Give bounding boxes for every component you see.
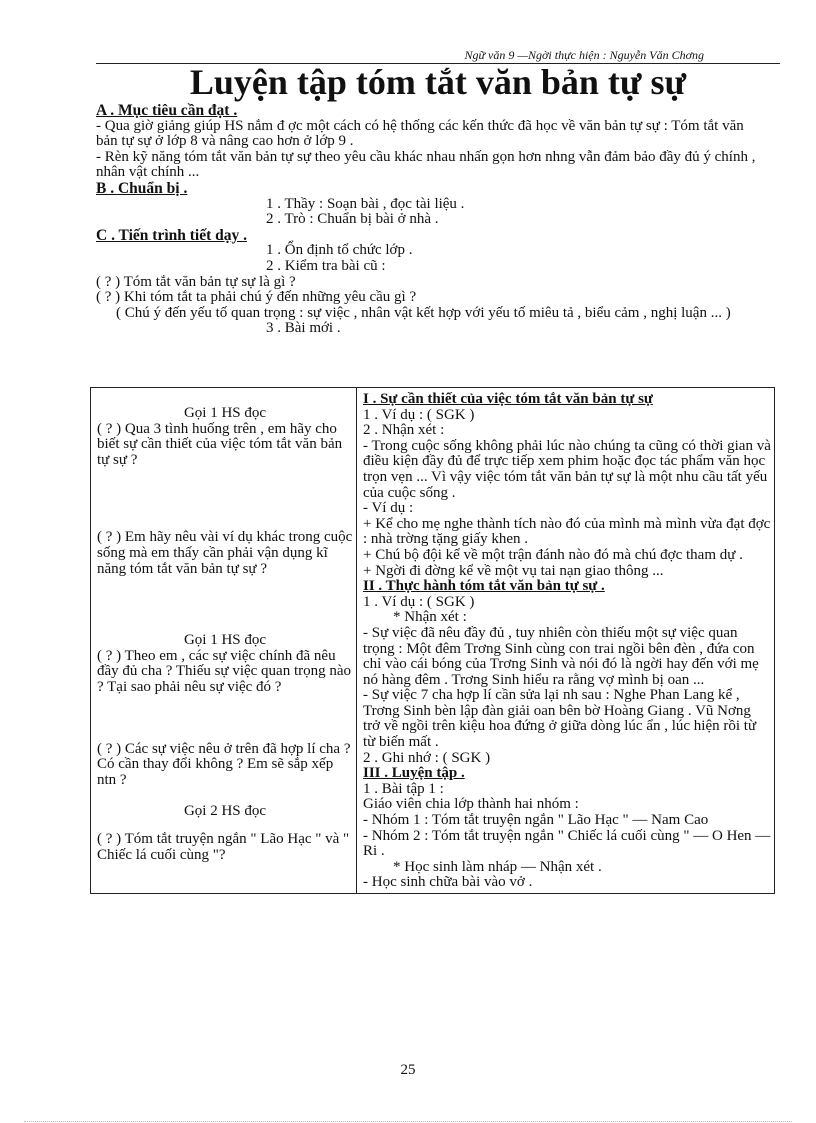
teacher-question: ( ? ) Qua 3 tình huống trên , em hãy cho biết sự cần thiết của việc tóm tắt văn bản tự sự ? (97, 420, 343, 468)
lesson-intro (96, 103, 764, 337)
teacher-activities-column (91, 388, 357, 894)
content-heading: III . Luyện tập . (363, 765, 465, 782)
section-b-heading: B . Chuẩn bị . (96, 179, 188, 197)
content-line: - Nhóm 2 : Tóm tắt truyện ngắn " Chiếc lá cuối cùng " — O Hen — Ri . (363, 827, 771, 860)
content-line: 2 . Ghi nhớ : ( SGK ) (363, 749, 491, 766)
content-heading: I . Sự cần thiết của việc tóm tắt văn bản tự sự (363, 391, 653, 407)
read-instruction: Gọi 2 HS đọc (183, 803, 267, 820)
new-lesson-label: 3 . Bài mới . (266, 320, 341, 337)
teacher-question: ( ? ) Tóm tắt truyện ngắn " Lão Hạc " và " Chiếc lá cuối cùng "? (97, 830, 350, 863)
section-a-line: - Qua giờ giảng giúp HS nắm đ ợc một cách có hệ thống các kến thức đã học về văn bản tự sự : Tóm tắt văn bản tự sự ở lớp 8 và nâng cao hơn ở lớp 9 . (96, 117, 744, 150)
content-line: - Sự việc 7 cha hợp lí cần sửa lại nh sau : Nghe Phan Lang kể , Trơng Sinh bèn lập đàn giải oan bên bờ Hoàng Giang . Vũ Nơng trở về ngồi trên kiệu hoa đứng ở giữa dòng lúc ẩn , lúc hiện rồi từ từ biến mất . (363, 687, 757, 751)
review-question: ( ? ) Tóm tắt văn bản tự sự là gì ? (96, 273, 296, 290)
page-bottom-rule (24, 1121, 792, 1122)
content-heading: II . Thực hành tóm tắt văn bản tự sự . (363, 578, 605, 595)
content-line: - Trong cuộc sống không phải lúc nào chúng ta cũng có thời gian và điều kiện đầy đủ để trực tiếp xem phim hoặc đọc tác phẩm văn học trọn vẹn ... Vì vậy việc tóm tắt văn bản tự sự là một nhu cầu tất yếu của cuộc sống . (363, 437, 771, 501)
content-line: + Ngời đi đờng kể về một vụ tai nạn giao thông ... (363, 562, 664, 579)
read-instruction: Gọi 1 HS đọc (183, 632, 267, 649)
read-instruction: Gọi 1 HS đọc (183, 405, 267, 421)
page-number: 25 (400, 1062, 416, 1078)
lesson-table (90, 387, 775, 894)
section-c-heading: C . Tiến trình tiết dạy . (96, 226, 247, 244)
section-b-line: 1 . Thầy : Soạn bài , đọc tài liệu . (266, 195, 465, 212)
content-line: - Nhóm 1 : Tóm tắt truyện ngắn " Lão Hạc " — Nam Cao (363, 812, 709, 829)
section-c-step: 2 . Kiểm tra bài cũ : (266, 257, 386, 274)
review-question: ( ? ) Khi tóm tắt ta phải chú ý đến những yêu cầu gì ? (96, 289, 417, 306)
section-a-heading: A . Mục tiêu cần đạt . (96, 102, 238, 119)
content-line: * Học sinh làm nháp — Nhận xét . (393, 858, 602, 875)
teacher-question: ( ? ) Các sự việc nêu ở trên đã hợp lí cha ? Có cần thay đổi không ? Em sẽ sắp xếp ntn ? (97, 740, 351, 788)
content-line: Giáo viên chia lớp thành hai nhóm : (363, 796, 579, 813)
review-note: ( Chú ý đến yếu tố quan trọng : sự việc , nhân vật kết hợp với yếu tố miêu tả , biểu cảm , nghị luận ... ) (116, 304, 731, 321)
running-header: Ngữ văn 9 —Ngời thực hiện : Nguyễn Văn Chơng (96, 48, 780, 64)
content-line: 1 . Ví dụ : ( SGK ) (363, 593, 475, 610)
table-row (91, 388, 775, 894)
content-line: 2 . Nhận xét : (363, 422, 445, 439)
lesson-content-column (357, 388, 775, 894)
content-line: * Nhận xét : (393, 609, 467, 626)
content-line: 1 . Ví dụ : ( SGK ) (363, 406, 475, 423)
page-title: Luyện tập tóm tắt văn bản tự sự (189, 62, 687, 102)
teacher-question: ( ? ) Theo em , các sự việc chính đã nêu đầy đủ cha ? Thiếu sự việc quan trọng nào ? Tại sao phải nêu sự việc đó ? (97, 647, 352, 695)
content-line: 1 . Bài tập 1 : (363, 780, 444, 797)
section-a-line: - Rèn kỹ năng tóm tắt văn bản tự sự theo yêu cầu khác nhau nhấn gọn hơn nhng vẫn đảm bảo đầy đủ ý chính , nhân vật chính ... (96, 148, 756, 181)
content-line: + Kể cho mẹ nghe thành tích nào đó của mình mà mình vừa đạt đợc : nhà trờng tặng giấy khen . (363, 515, 771, 548)
teacher-question: ( ? ) Em hãy nêu vài ví dụ khác trong cuộc sống mà em thấy cần phải vận dụng kĩ năng tóm tắt văn bản tự sự ? (97, 529, 353, 577)
content-line: - Học sinh chữa bài vào vở . (363, 874, 533, 891)
content-line: + Chú bộ đội kể về một trận đánh nào đó mà chú đợc tham dự . (363, 546, 743, 563)
content-line: - Ví dụ : (363, 500, 414, 517)
section-b-line: 2 . Trò : Chuẩn bị bài ở nhà . (266, 211, 439, 228)
content-line: - Sự việc đã nêu đầy đủ , tuy nhiên còn thiếu một sự việc quan trọng : Một đêm Trơng Sinh cùng con trai ngồi bên đèn , đứa con chỉ vào cái bóng của Trơng Sinh và nói đó là ngời hay đến với mẹ nó hàng đêm . Trơng Sinh hiểu ra rằng vợ mình bị oan ... (363, 624, 759, 688)
section-c-step: 1 . Ổn định tổ chức lớp . (266, 242, 413, 259)
